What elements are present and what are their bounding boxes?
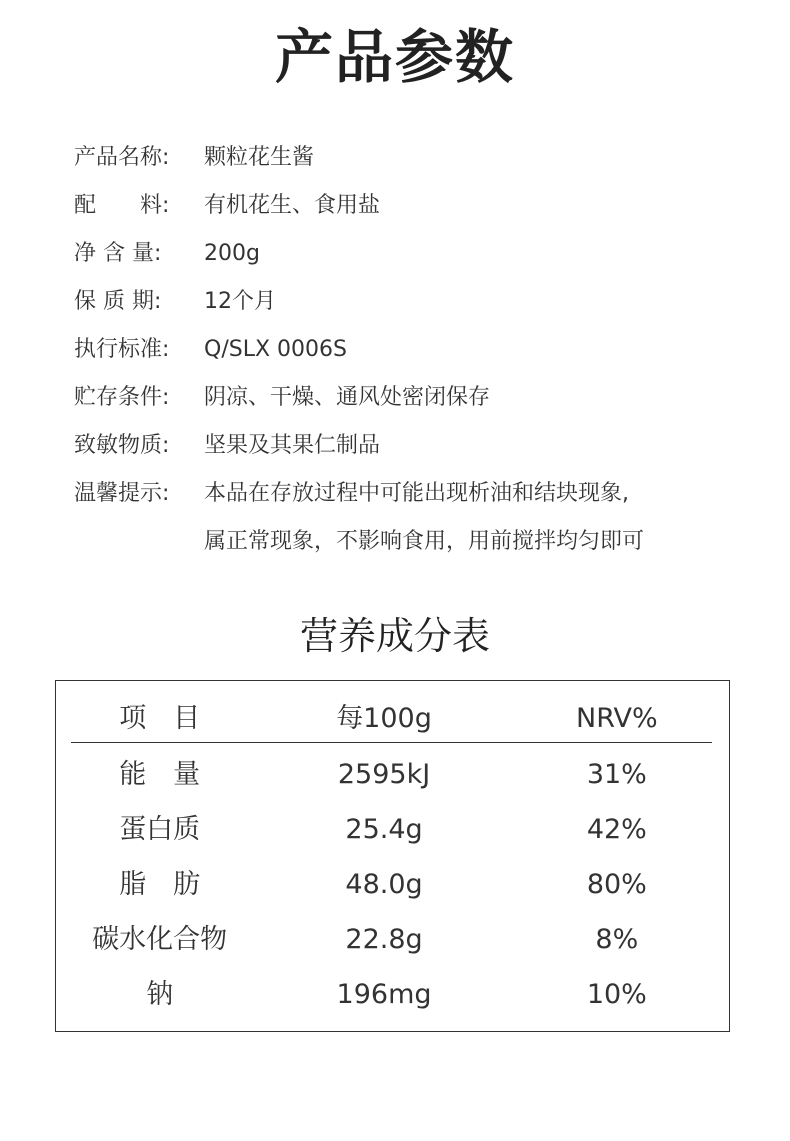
nutrition-table — [55, 680, 730, 1032]
param-value: 阴凉、干燥、通风处密闭保存 — [204, 385, 491, 410]
table-row — [56, 857, 729, 912]
nutrient-amount: 2595kJ — [337, 759, 431, 790]
nutrient-nrv: 80% — [586, 869, 647, 900]
product-params-list — [74, 134, 754, 566]
param-row-allergens — [74, 422, 754, 470]
nutrient-name: 脂 肪 — [119, 869, 201, 900]
nutrient-name: 碳水化合物 — [92, 924, 228, 955]
nutrient-nrv: 42% — [586, 814, 647, 845]
param-row-standard — [74, 326, 754, 374]
table-row — [56, 802, 729, 857]
param-label: 致敏物质: — [74, 433, 170, 458]
nutrient-nrv: 31% — [586, 759, 647, 790]
nutrition-header-row — [56, 697, 729, 741]
nutrient-nrv: 8% — [595, 924, 639, 955]
param-row-product-name — [74, 134, 754, 182]
nutrient-amount: 196mg — [336, 979, 432, 1010]
param-label: 温馨提示: — [74, 481, 170, 506]
table-row — [56, 967, 729, 1022]
table-row — [56, 912, 729, 967]
param-value: 有机花生、食用盐 — [204, 193, 381, 218]
header-per-100g: 每100g — [336, 703, 432, 734]
nutrient-name: 钠 — [146, 979, 174, 1010]
nutrient-name: 蛋白质 — [119, 814, 201, 845]
nutrient-amount: 25.4g — [345, 814, 423, 845]
param-row-shelf-life — [74, 278, 754, 326]
param-value: Q/SLX 0006S — [204, 337, 347, 362]
nutrient-amount: 48.0g — [345, 869, 423, 900]
header-item: 项 目 — [119, 703, 201, 734]
param-label: 净 含 量: — [74, 241, 162, 266]
nutrition-title: 营养成分表 — [299, 614, 490, 658]
page-title: 产品参数 — [274, 23, 515, 91]
param-value: 颗粒花生酱 — [204, 145, 315, 170]
header-divider — [71, 742, 712, 743]
param-value: 本品在存放过程中可能出现析油和结块现象, 属正常现象，不影响食用，用前搅拌均匀即可 — [204, 481, 645, 554]
param-label: 产品名称: — [74, 145, 170, 170]
param-row-ingredients — [74, 182, 754, 230]
param-value: 坚果及其果仁制品 — [204, 433, 381, 458]
param-row-tips — [74, 470, 754, 566]
header-nrv: NRV% — [576, 703, 658, 734]
nutrient-nrv: 10% — [586, 979, 647, 1010]
param-value: 12个月 — [204, 289, 276, 314]
param-label: 贮存条件: — [74, 385, 170, 410]
param-label: 保 质 期: — [74, 289, 162, 314]
param-value: 200g — [204, 241, 260, 266]
table-row — [56, 747, 729, 802]
param-label: 配 料: — [74, 193, 170, 218]
param-label: 执行标准: — [74, 337, 170, 362]
nutrient-amount: 22.8g — [345, 924, 423, 955]
param-row-storage — [74, 374, 754, 422]
param-row-net-content — [74, 230, 754, 278]
nutrient-name: 能 量 — [119, 759, 201, 790]
